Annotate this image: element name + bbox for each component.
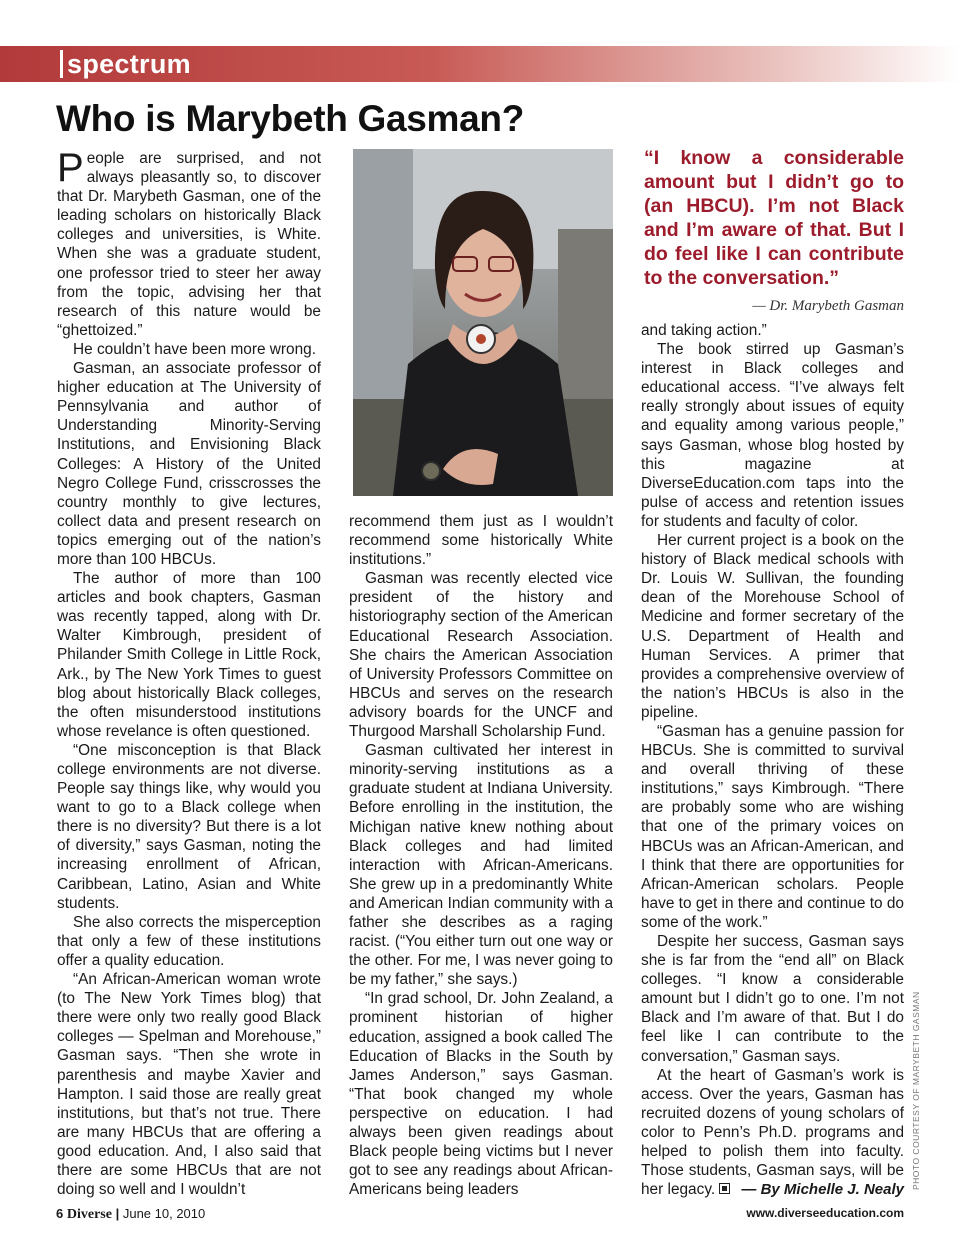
article-column-1: [57, 146, 321, 1199]
paragraph: Gasman, an associate professor of higher education at The University of Pennsylvania and author of Understanding Minority-Serving Institutions, and Envisioning Black Colleges: A History of the United Negro College Fund, crisscrosses the country monthly to give lectures, collect data and present research on topics emerging out of the nation’s more than 100 HBCUs.: [57, 360, 321, 568]
headline: Who is Marybeth Gasman?: [56, 98, 525, 139]
article-column-2: [349, 512, 613, 1199]
paragraph: The book stirred up Gasman’s interest in Black colleges and educational access. “I’ve always felt really strongly about issues of equity and equality among various people,” says Gasman, whose blog hosted by this magazine at DiverseEducation.com taps into the pulse of access and retention issues for students and faculty of color.: [641, 341, 904, 530]
end-mark-icon: [719, 1183, 730, 1194]
paragraph: Gasman was recently elected vice president of the history and historiography section of the American Educational Research Association. She chairs the American Association of University Professors Committee on HBCUs and serves on the research advisory boards for the UNCF and Thurgood Marshall Scholarship Fund.: [349, 570, 613, 741]
article-column-3: [641, 321, 904, 1199]
byline: — By Michelle J. Nealy: [741, 1181, 904, 1199]
paragraph: People are surprised, and not always pleasantly so, to discover that Dr. Marybeth Gasman, one of the leading scholars on historically Black colleges and universities, is White. When she was a graduate student, one professor tried to steer her away from the topic, advising her that research of this nature would be “ghettoized.”: [57, 146, 321, 339]
paragraph: The author of more than 100 articles and book chapters, Gasman was recently tapped, along with Dr. Walter Kimbrough, president of Philander Smith College in Little Rock, Ark., by The New York Times to guest blog about historically Black colleges, the often misunderstood institutions whose revelance is often questioned.: [57, 570, 321, 740]
footer-website: www.diverseeducation.com: [746, 1206, 904, 1220]
paragraph: “One misconception is that Black college environments are not diverse. People say things like, why would you want to go to a Black college when there is no diversity? But there is a lot of diversity,” says Gasman, noting the increasing enrollment of African, Caribbean, Latino, Asian and White students.: [57, 741, 321, 912]
issue-date: June 10, 2010: [122, 1206, 206, 1221]
paragraph: recommend them just as I wouldn’t recommend some historically White institutions.”: [349, 513, 613, 569]
paragraph: “In grad school, Dr. John Zealand, a prominent historian of higher education, assigned a book called The Education of Blacks in the South by James Anderson,” says Gasman. “That book changed my whole perspective on education. I had always been given readings about Black people being victims but I never got to see any readings about African-Americans being leaders: [349, 990, 613, 1199]
page-number: 6: [56, 1206, 64, 1221]
section-label: spectrum: [60, 46, 191, 82]
paragraph: Her current project is a book on the history of Black medical schools with Dr. Louis W. Sullivan, the founding dean of the Morehouse School of Medicine and former secretary of the U.S. Department of Health and Human Services. A primer that provides a comprehensive overview of the nation’s HBCUs is also in the pipeline.: [641, 532, 904, 721]
paragraph: “Gasman has a genuine passion for HBCUs. She is committed to survival and overall thriving of these institutions,” says Kimbrough. “There are probably some who are wishing that one of the primary voices on HBCUs was an African-American, and I think that there are opportunities for African-American scholars. People have to get in there and continue to do some of the work.”: [641, 722, 904, 931]
pull-quote: “I know a considerable amount but I didn’t go to (an HBCU). I’m not Black and I’m aware of that. But I do feel like I can contribute to the conversation.”: [644, 147, 904, 289]
pull-quote-attribution: — Dr. Marybeth Gasman: [752, 298, 904, 314]
paragraph: and taking action.”: [641, 322, 767, 339]
paragraph: At the heart of Gasman’s work is access. Over the years, Gasman has recruited dozens of young scholars of color to Penn’s Ph.D. programs and helped to polish them into faculty. Those students, Gasman says, will be her legacy.: [641, 1066, 904, 1199]
paragraph: Despite her success, Gasman says she is far from the “end all” on Black colleges. “I know a considerable amount but I didn’t go to one. I’m not Black and I’m aware of that. But I do feel like I can contribute to the conversation,” Gasman says.: [641, 933, 904, 1065]
magazine-name: Diverse: [66, 1207, 112, 1222]
footer-left: [56, 1206, 205, 1223]
dropcap: P: [57, 146, 84, 190]
paragraph: She also corrects the misperception that only a few of these institutions offer a quality education.: [57, 913, 321, 969]
portrait-photo: [353, 149, 613, 496]
portrait-illustration: [353, 149, 613, 496]
paragraph: He couldn’t have been more wrong.: [73, 340, 316, 358]
photo-credit: PHOTO COURTESY OF MARYBETH GASMAN: [911, 991, 921, 1190]
paragraph: “An African-American woman wrote (to The New York Times blog) that there were only two really good Black colleges — Spelman and Morehouse,” Gasman says. “Then she wrote in parenthesis and maybe Xavier and Hampton. I said those are really great institutions, but that’s not true. There are many HBCUs that are offering a good education. And, I also said that there are some HBCUs that are not doing so well and I wouldn’t: [57, 971, 321, 1199]
section-band: [0, 46, 960, 82]
paragraph: Gasman cultivated her interest in minority-serving institutions as a graduate student at Indiana University. Before enrolling in the institution, the Michigan native knew nothing about Black colleges and had limited interaction with African-Americans. She grew up in a predominantly White and American Indian community with a father she describes as a raging racist. (“You either turn out one way or the other. For me, I was never going to be my father,” she says.): [349, 742, 613, 989]
footer-separator: |: [115, 1206, 120, 1221]
